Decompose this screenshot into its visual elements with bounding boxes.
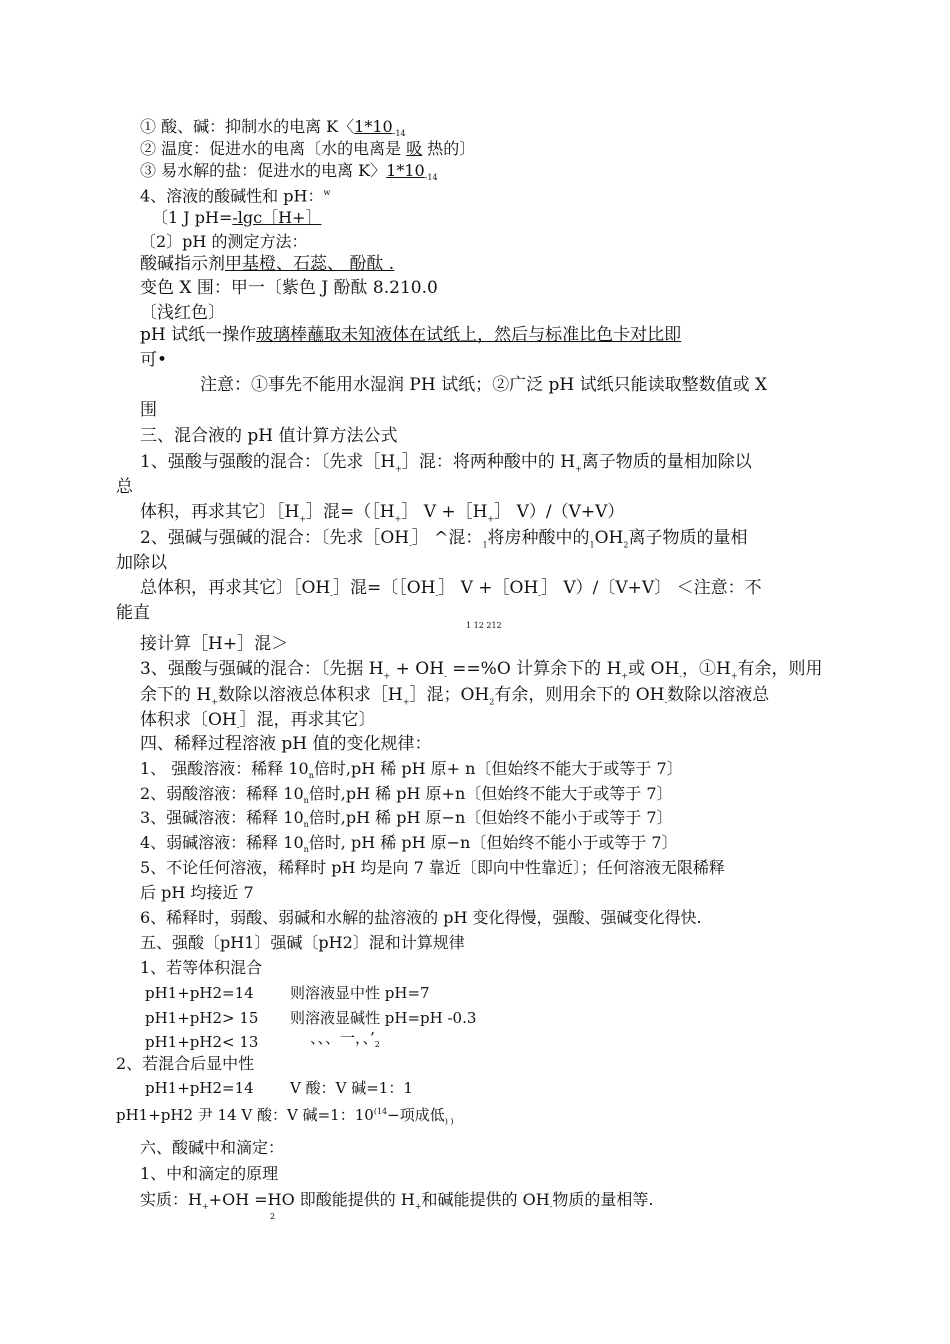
text-line: 〔2〕pH 的测定方法：: [140, 232, 308, 251]
text-line: 能直: [116, 603, 150, 623]
subscript-note: 2: [270, 1212, 276, 1221]
text-line: pH 试纸一操作玻璃棒蘸取未知液体在试纸上，然后与标准比色卡对比即: [140, 325, 682, 345]
text-line: 1、强酸与强酸的混合：〔先求$[H_+]$混：将两种酸中的 $H_+$离子物质的量相加除以: [140, 452, 752, 474]
text-line: ② 温度：促进水的电离〔水的电离是 吸 热的〕: [140, 139, 476, 158]
formula-left: pH1+pH2=14: [145, 984, 254, 1002]
text-line: 加除以: [116, 553, 167, 573]
formula-right: 则溶液显中性 pH=7: [290, 984, 430, 1002]
text-line: 变色 X 围：甲一〔紫色 J 酚酞 8.210.0: [140, 278, 438, 298]
text-line: 实质：$H_++OH =HO$ 即酸能提供的 $H_+$和碱能提供的 $OH_-$物质的量相等.: [140, 1190, 654, 1212]
note-line: 注意：①事先不能用水湿润 PH 试纸；②广泛 pH 试纸只能读取整数值或 X: [200, 375, 768, 395]
formula-right: 则溶液显碱性 pH=pH -0.3: [290, 1009, 477, 1027]
formula-right: V 酸：V 碱=1：1: [290, 1079, 413, 1097]
text-line: 酸碱指示剂甲基橙、石蕊、 酚酞 .: [140, 254, 395, 274]
text-line: 总体积，再求其它〕$[OH_-]$混=〔$[OH_-]$ $V +[OH_-]$ V）/〔V+V〕 ＜注意：不: [140, 578, 762, 600]
text-line: ① 酸、碱：抑制水的电离 K〈$1*10_{-14}$: [140, 117, 406, 139]
section-heading: 五、强酸〔pH1〕强碱〔pH2〕混和计算规律: [140, 933, 465, 952]
section-heading: 六、酸碱中和滴定：: [140, 1138, 285, 1157]
text-line: 5、不论任何溶液，稀释时 pH 均是向 7 靠近〔即向中性靠近〕；任何溶液无限稀释: [140, 858, 725, 877]
formula-left: pH1+pH2=14: [145, 1079, 254, 1097]
text-line: 2、若混合后显中性: [116, 1054, 255, 1073]
text-line: 6、稀释时，弱酸、弱碱和水解的盐溶液的 pH 变化得慢，强酸、强碱变化得快.: [140, 908, 702, 927]
formula-left: pH1+pH2> 15: [145, 1009, 259, 1027]
text-line: 后 pH 均接近 7: [140, 883, 254, 902]
text-line: ③ 易水解的盐：促进水的电离 K〉$1*10_{-14}$: [140, 161, 438, 183]
text-line: 1、 强酸溶液：稀释 $10_n$倍时,pH 稀 pH 原+ n〔但始终不能大于或等于 7〕: [140, 759, 683, 781]
text-line: 〔浅红色〕: [140, 303, 225, 323]
text-line: 2、弱酸溶液：稀释 $10_n$倍时,pH 稀 pH 原+n〔但始终不能大于或等于 7〕: [140, 784, 673, 806]
formula-line: pH1+pH2 尹 14 V 酸：V 碱=1：$10^{(14}-$项成低$_{) )}$: [116, 1106, 454, 1126]
text-line: 体积求〔$OH_-]$混，再求其它〕: [140, 710, 376, 732]
section-heading: 三、混合液的 pH 值计算方法公式: [140, 426, 398, 446]
text-line: 可•: [140, 350, 168, 370]
text-line: 总: [116, 477, 133, 497]
text-line: 余下的 $H_+$数除以溶液总体积求$[H_+]$混；$OH_2$有余，则用余下的 $OH_-$数除以溶液总: [140, 685, 770, 707]
text-line: 体积，再求其它〕$[H_+]$混$=([H_+]$ $V +[H_+]$ V）/（V+V）: [140, 502, 625, 524]
text-line: 接计算［H+］混＞: [140, 634, 289, 654]
text-line: 4、弱碱溶液：稀释 $10_n$倍时, pH 稀 pH 原−n〔但始终不能小于或等于 7〕: [140, 833, 678, 855]
text-line: 3、强碱溶液：稀释 $10_n$倍时,pH 稀 pH 原−n〔但始终不能小于或等于 7〕: [140, 808, 673, 830]
text-line: 3、强酸与强碱的混合：〔先据 $H_+ + OH_- ==\%O$ 计算余下的 $H_+$或 $OH_-$，$①H_+$有余，则用: [140, 659, 823, 681]
subscript-note: 1 12 212: [466, 621, 502, 630]
text-line: 1、中和滴定的原理: [140, 1164, 279, 1183]
text-line: 围: [140, 400, 157, 420]
text-line: 1、若等体积混合: [140, 958, 263, 977]
text-line: 2、强碱与强碱的混合：〔先求$[OH_-]$ ^混：$_1$将房种酸中的$_1OH_2$离子物质的量相: [140, 528, 748, 550]
section-heading: 四、稀释过程溶液 pH 值的变化规律：: [140, 734, 432, 754]
formula-right: 、、、一，、$’_2$: [310, 1029, 380, 1049]
formula-left: pH1+pH2< 13: [145, 1033, 259, 1051]
text-line: 〔1 J pH=-lgc［H+］: [152, 208, 322, 227]
text-line: 4、溶液的酸碱性和 pH：$^w$: [140, 186, 331, 206]
